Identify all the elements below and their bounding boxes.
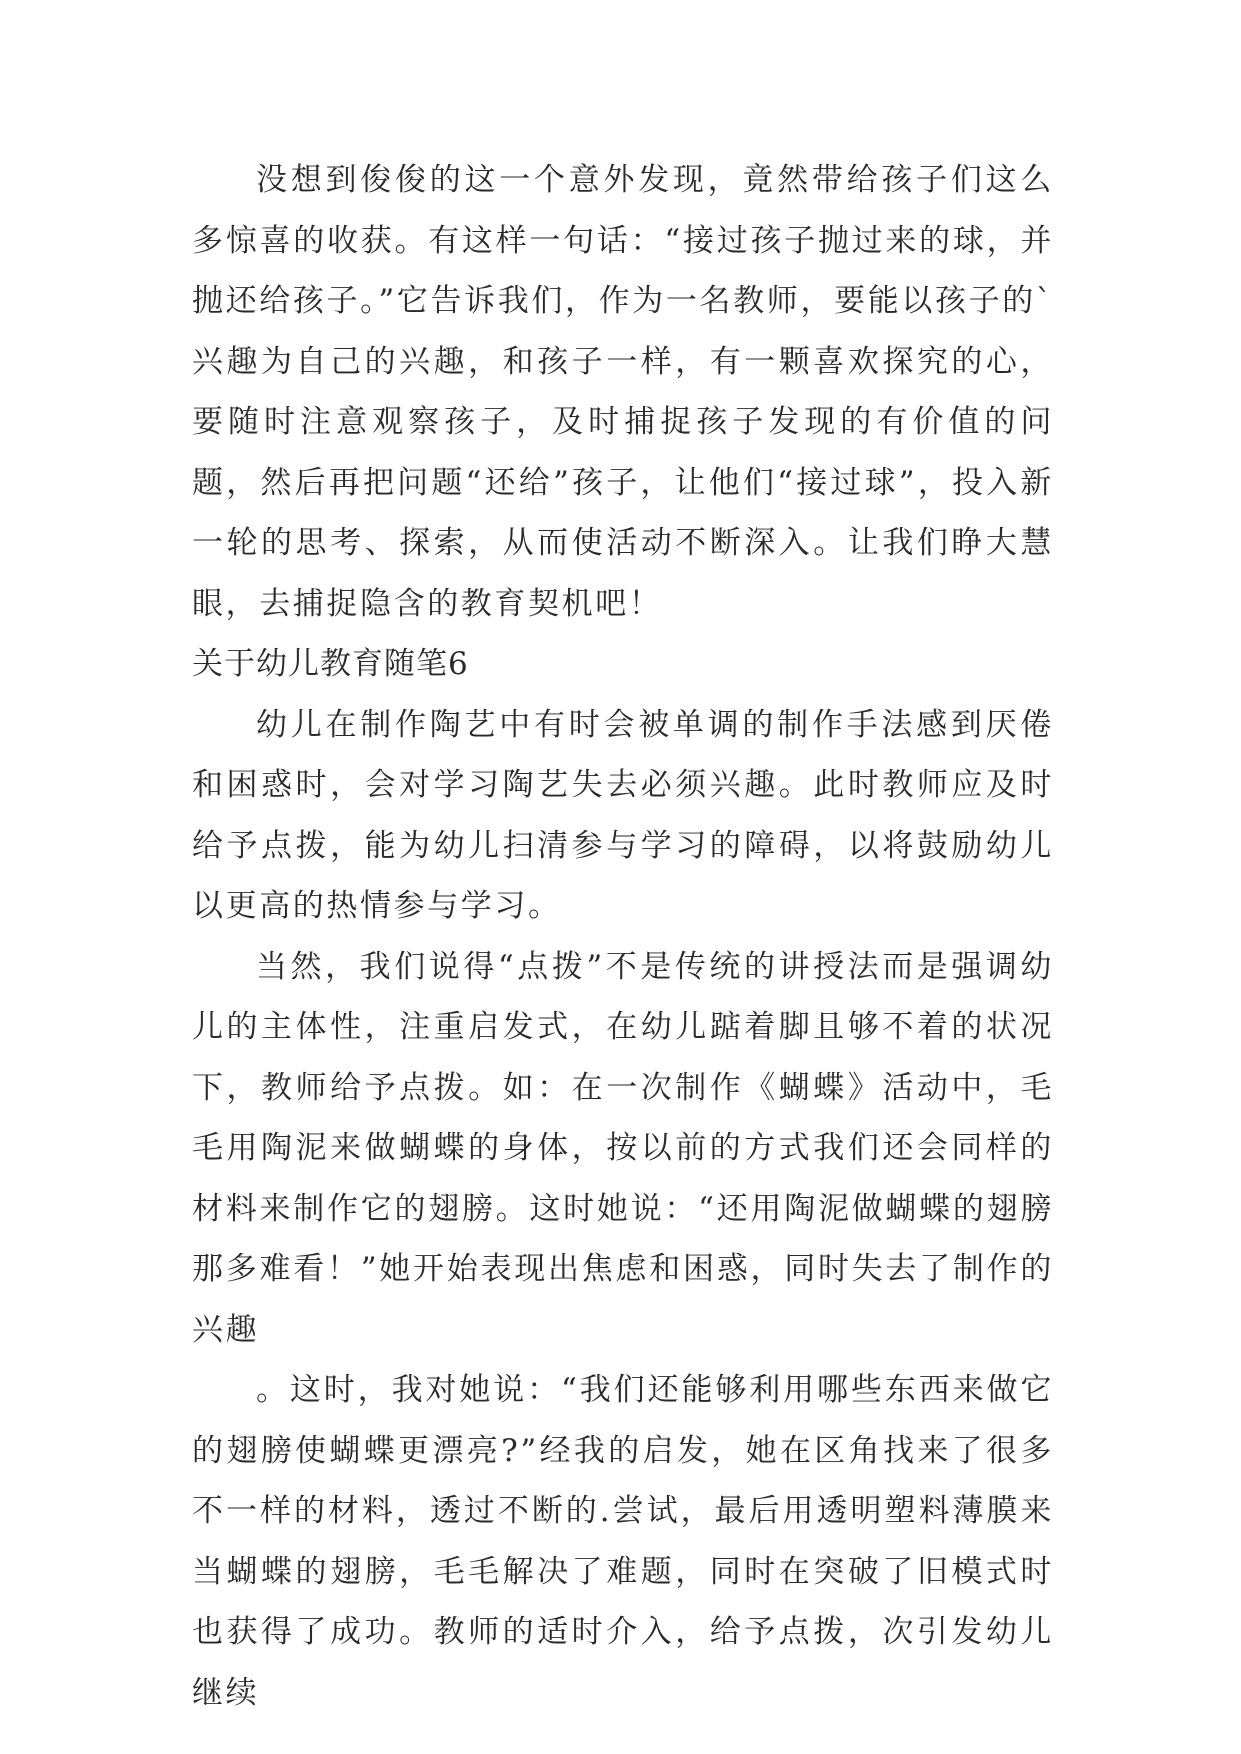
paragraph-2: 当然，我们说得“点拨”不是传统的讲授法而是强调幼儿的主体性，注重启发式，在幼儿踮着脚且够不着的状况下，教师给予点拨。如：在一次制作《蝴蝶》活动中，毛毛用陶泥来做蝴蝶的身体，按以前的方式我们还会同样的材料来制作它的翅膀。这时她说：“还用陶泥做蝴蝶的翅膀那多难看！”她开始表现出焦虑和困惑，同时失去了制作的兴趣: [192, 948, 1054, 1348]
paragraph-3: 。这时，我对她说：“我们还能够利用哪些东西来做它的翅膀使蝴蝶更漂亮?”经我的启发，她在区角找来了很多不一样的材料，透过不断的.尝试，最后用透明塑料薄膜来当蝴蝶的翅膀，毛毛解决了难题，同时在突破了旧模式时也获得了成功。教师的适时介入，给予点拨，次引发幼儿继续: [192, 1372, 1054, 1711]
paragraph-intro: 没想到俊俊的这一个意外发现，竟然带给孩子们这么多惊喜的收获。有这样一句话：“接过孩子抛过来的球，并抛还给孩子。”它告诉我们，作为一名教师，要能以孩子的`兴趣为自己的兴趣，和孩子一样，有一颗喜欢探究的心，要随时注意观察孩子，及时捕捉孩子发现的有价值的问题，然后再把问题“还给”孩子，让他们“接过球”，投入新一轮的思考、探索，从而使活动不断深入。让我们睁大慧眼，去捕捉隐含的教育契机吧！: [192, 162, 1054, 622]
paragraph-1: 幼儿在制作陶艺中有时会被单调的制作手法感到厌倦和困惑时，会对学习陶艺失去必须兴趣。此时教师应及时给予点拨，能为幼儿扫清参与学习的障碍，以将鼓励幼儿以更高的热情参与学习。: [192, 706, 1054, 924]
document-body: [192, 150, 1054, 1723]
section-title: 关于幼儿教育随笔6: [192, 646, 469, 682]
